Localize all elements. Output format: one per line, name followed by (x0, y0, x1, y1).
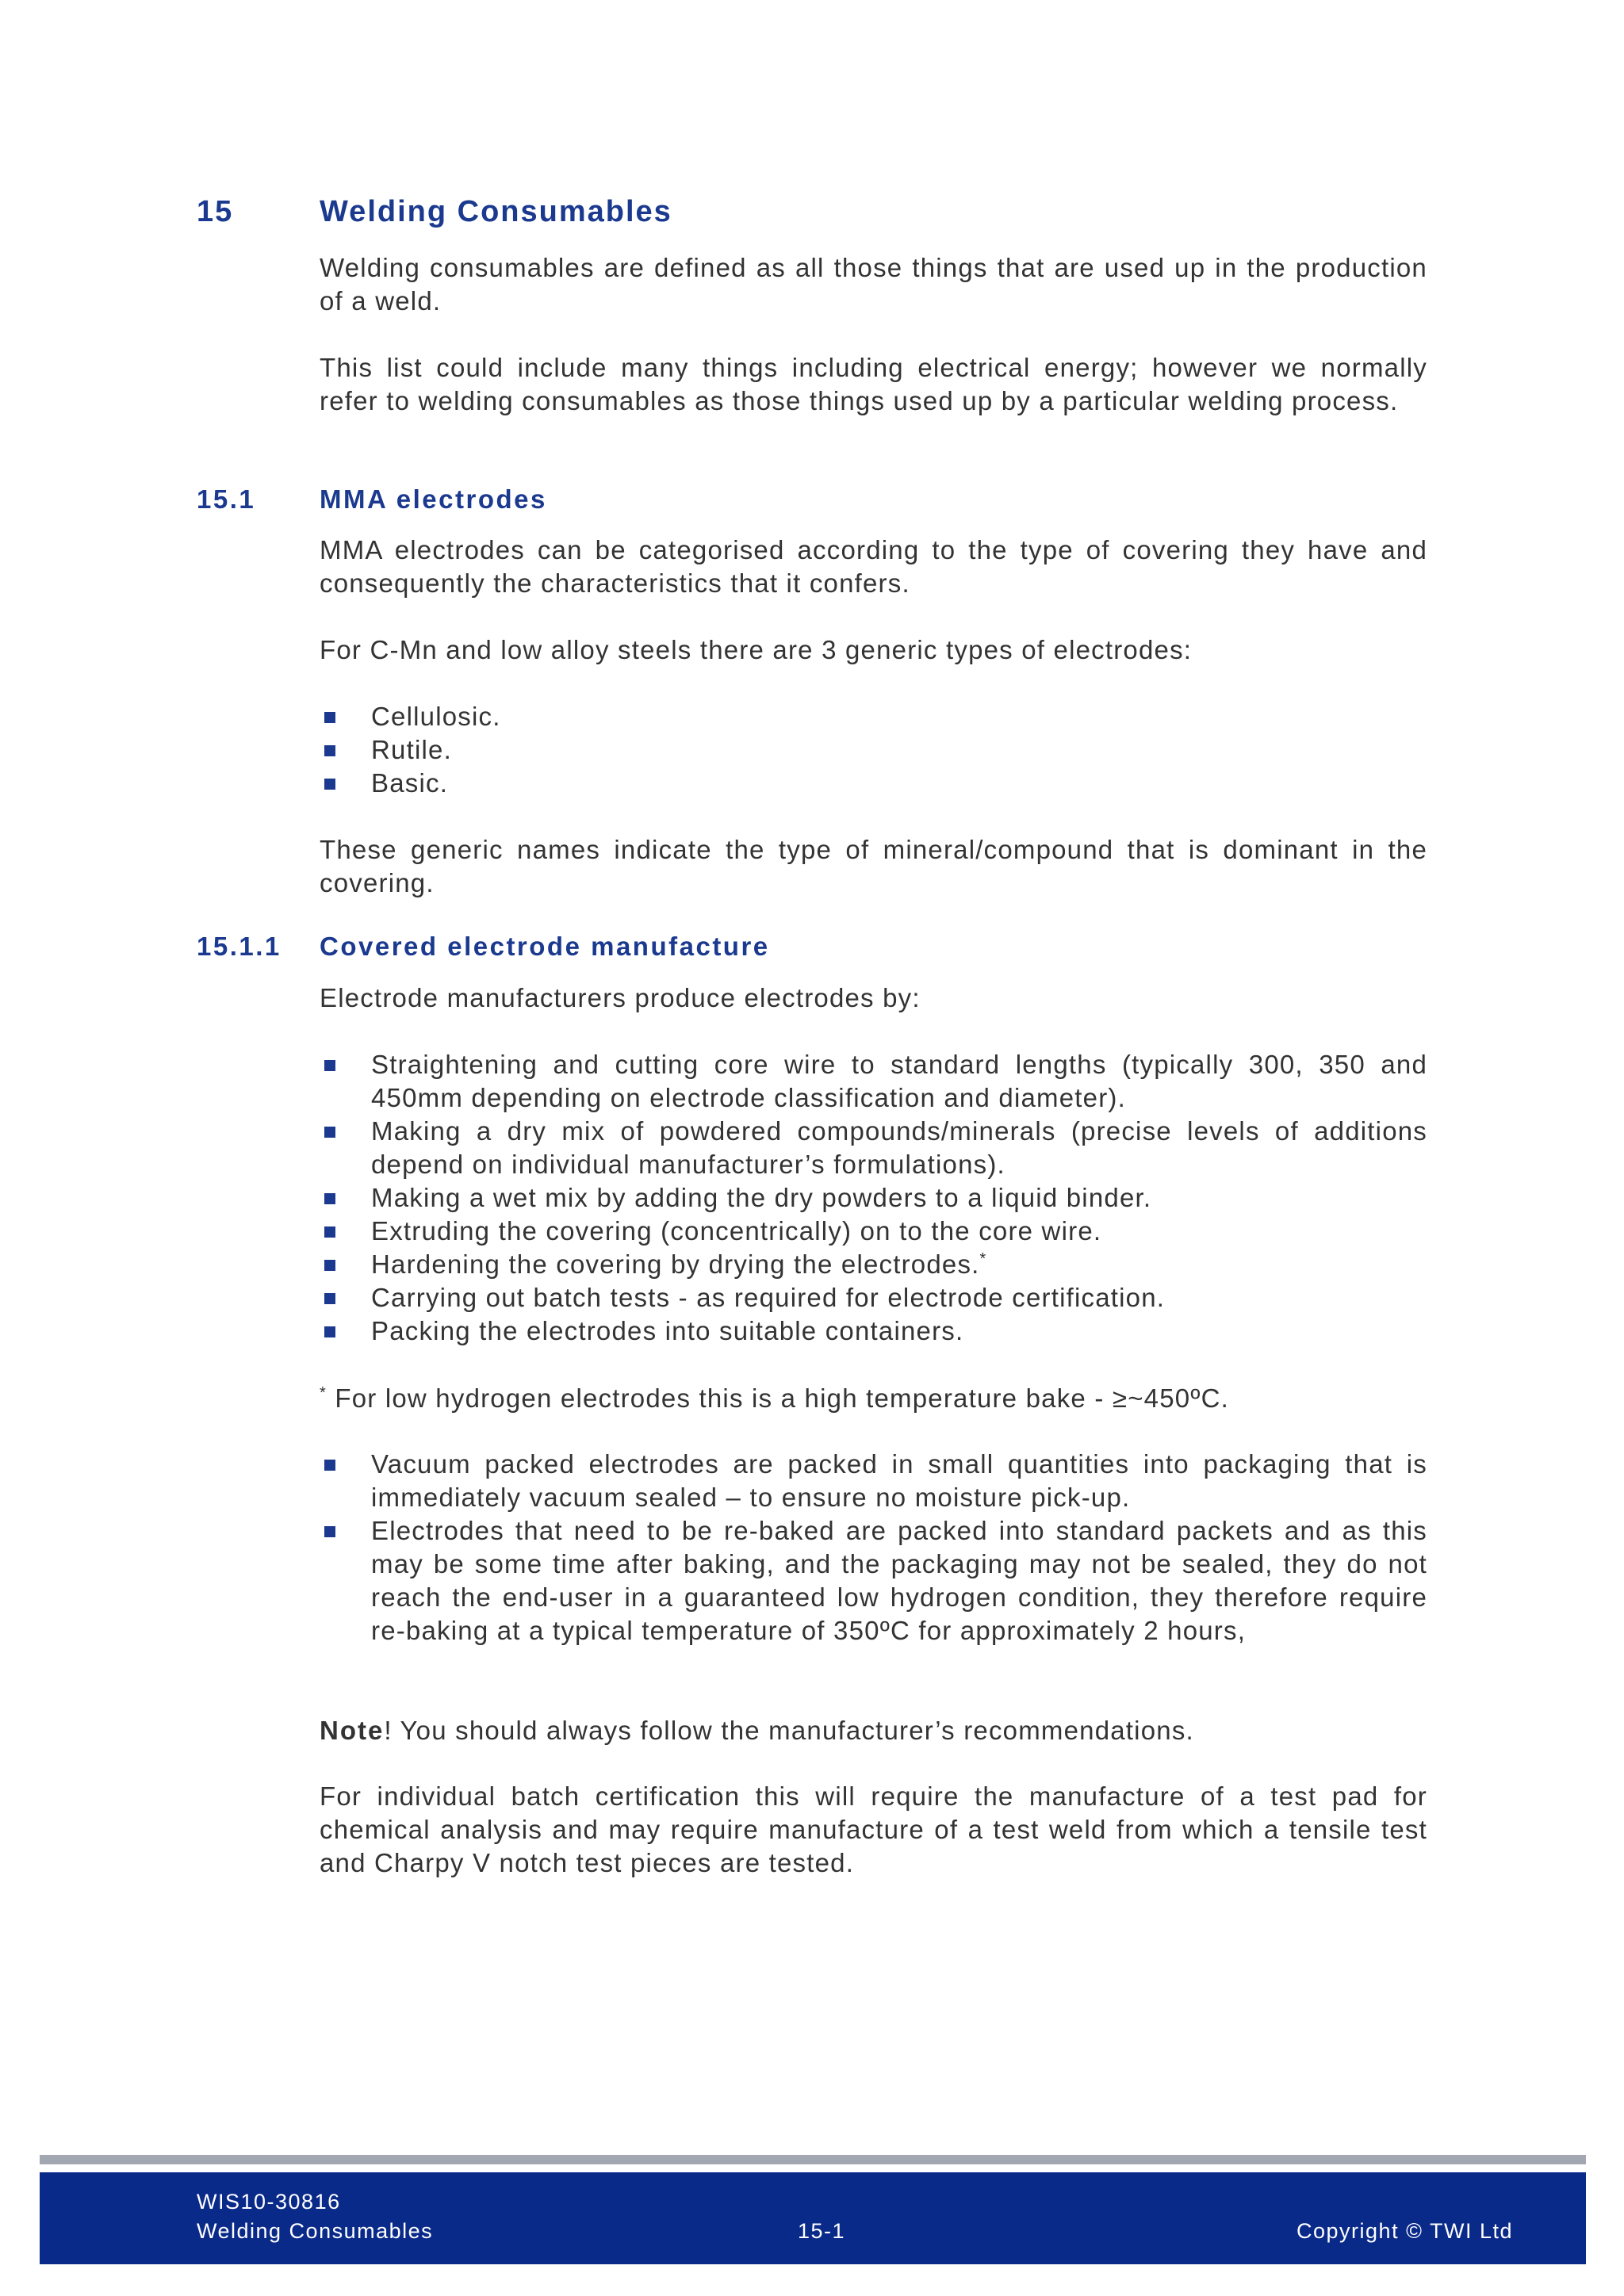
bullet-square-icon (324, 1226, 335, 1238)
list-item: Cellulosic. (320, 700, 1427, 733)
list-item: Vacuum packed electrodes are packed in small quantities into packaging that is immediately vacuum sealed – to ensure no moisture pick-up. (320, 1448, 1427, 1514)
packing-list (320, 1448, 1427, 1647)
bullet-square-icon (324, 1127, 335, 1138)
footnote-marker: * (320, 1384, 327, 1402)
footer-page-number: 15-1 (798, 2219, 846, 2243)
bullet-square-icon (324, 779, 335, 790)
footer-doc-id: WIS10-30816 (197, 2190, 341, 2214)
list-item: Basic. (320, 767, 1427, 800)
list-item: Carrying out batch tests - as required for electrode certification. (320, 1281, 1427, 1314)
footer-rule (40, 2155, 1586, 2164)
electrode-types-list (320, 700, 1427, 800)
list-item: Straightening and cutting core wire to standard lengths (typically 300, 350 and 450mm depending on electrode classification and diameter). (320, 1048, 1427, 1115)
list-item: Electrodes that need to be re-baked are packed into standard packets and as this may be some time after baking, and the packaging may not be sealed, they do not reach the end-user in a guaranteed low hydrogen condition, they therefore require re-baking at a typical temperature of 350ºC for approximately 2 hours, (320, 1514, 1427, 1647)
subsubsection-title: Covered electrode manufacture (320, 932, 770, 961)
subsection-paragraph-3: These generic names indicate the type of mineral/compound that is dominant in the covering. (320, 835, 1427, 897)
subsubsection-number: 15.1.1 (197, 932, 282, 961)
subsection-paragraph-1: MMA electrodes can be categorised according to the type of covering they have and consequently the characteristics that it confers. (320, 535, 1427, 598)
manufacture-intro: Electrode manufacturers produce electrodes by: (320, 983, 921, 1012)
footnote: * For low hydrogen electrodes this is a high temperature bake - ≥~450ºC. (320, 1383, 1229, 1413)
bullet-square-icon (324, 1526, 335, 1537)
section-number: 15 (197, 195, 234, 228)
subsection-number: 15.1 (197, 484, 256, 514)
section-paragraph-1: Welding consumables are defined as all those things that are used up in the production of a weld. (320, 253, 1427, 316)
bullet-square-icon (324, 712, 335, 723)
list-item: Packing the electrodes into suitable containers. (320, 1314, 1427, 1348)
manufacture-steps-list (320, 1048, 1427, 1348)
bullet-square-icon (324, 1293, 335, 1304)
final-paragraph: For individual batch certification this will require the manufacture of a test pad for chemical analysis and may require manufacture of a test weld from which a tensile test and Charpy V notch test pieces are tested. (320, 1781, 1427, 1877)
footer-chapter: Welding Consumables (197, 2219, 434, 2243)
section-title: Welding Consumables (320, 195, 672, 228)
list-item: Extruding the covering (concentrically) on to the core wire. (320, 1215, 1427, 1248)
note-label: Note (320, 1716, 385, 1745)
bullet-square-icon (324, 1260, 335, 1271)
bullet-square-icon (324, 745, 335, 756)
list-item: Making a wet mix by adding the dry powders to a liquid binder. (320, 1181, 1427, 1215)
note-text: ! You should always follow the manufacturer’s recommendations. (384, 1716, 1194, 1745)
section-paragraph-2: This list could include many things including electrical energy; however we normally refer to welding consumables as those things used up by a particular welding process. (320, 353, 1427, 415)
footer-copyright: Copyright © TWI Ltd (1297, 2219, 1513, 2243)
list-item: Rutile. (320, 733, 1427, 767)
list-item: Hardening the covering by drying the electrodes.* (320, 1248, 1427, 1281)
subsection-title: MMA electrodes (320, 484, 547, 514)
bullet-square-icon (324, 1460, 335, 1471)
bullet-square-icon (324, 1326, 335, 1337)
subsection-paragraph-2: For C-Mn and low alloy steels there are 3 generic types of electrodes: (320, 635, 1193, 664)
page-footer (40, 2172, 1586, 2264)
bullet-square-icon (324, 1060, 335, 1071)
footnote-marker: * (979, 1250, 987, 1268)
bullet-square-icon (324, 1193, 335, 1204)
list-item: Making a dry mix of powdered compounds/minerals (precise levels of additions depend on individual manufacturer’s formulations). (320, 1115, 1427, 1181)
note-paragraph (320, 1714, 1427, 1747)
